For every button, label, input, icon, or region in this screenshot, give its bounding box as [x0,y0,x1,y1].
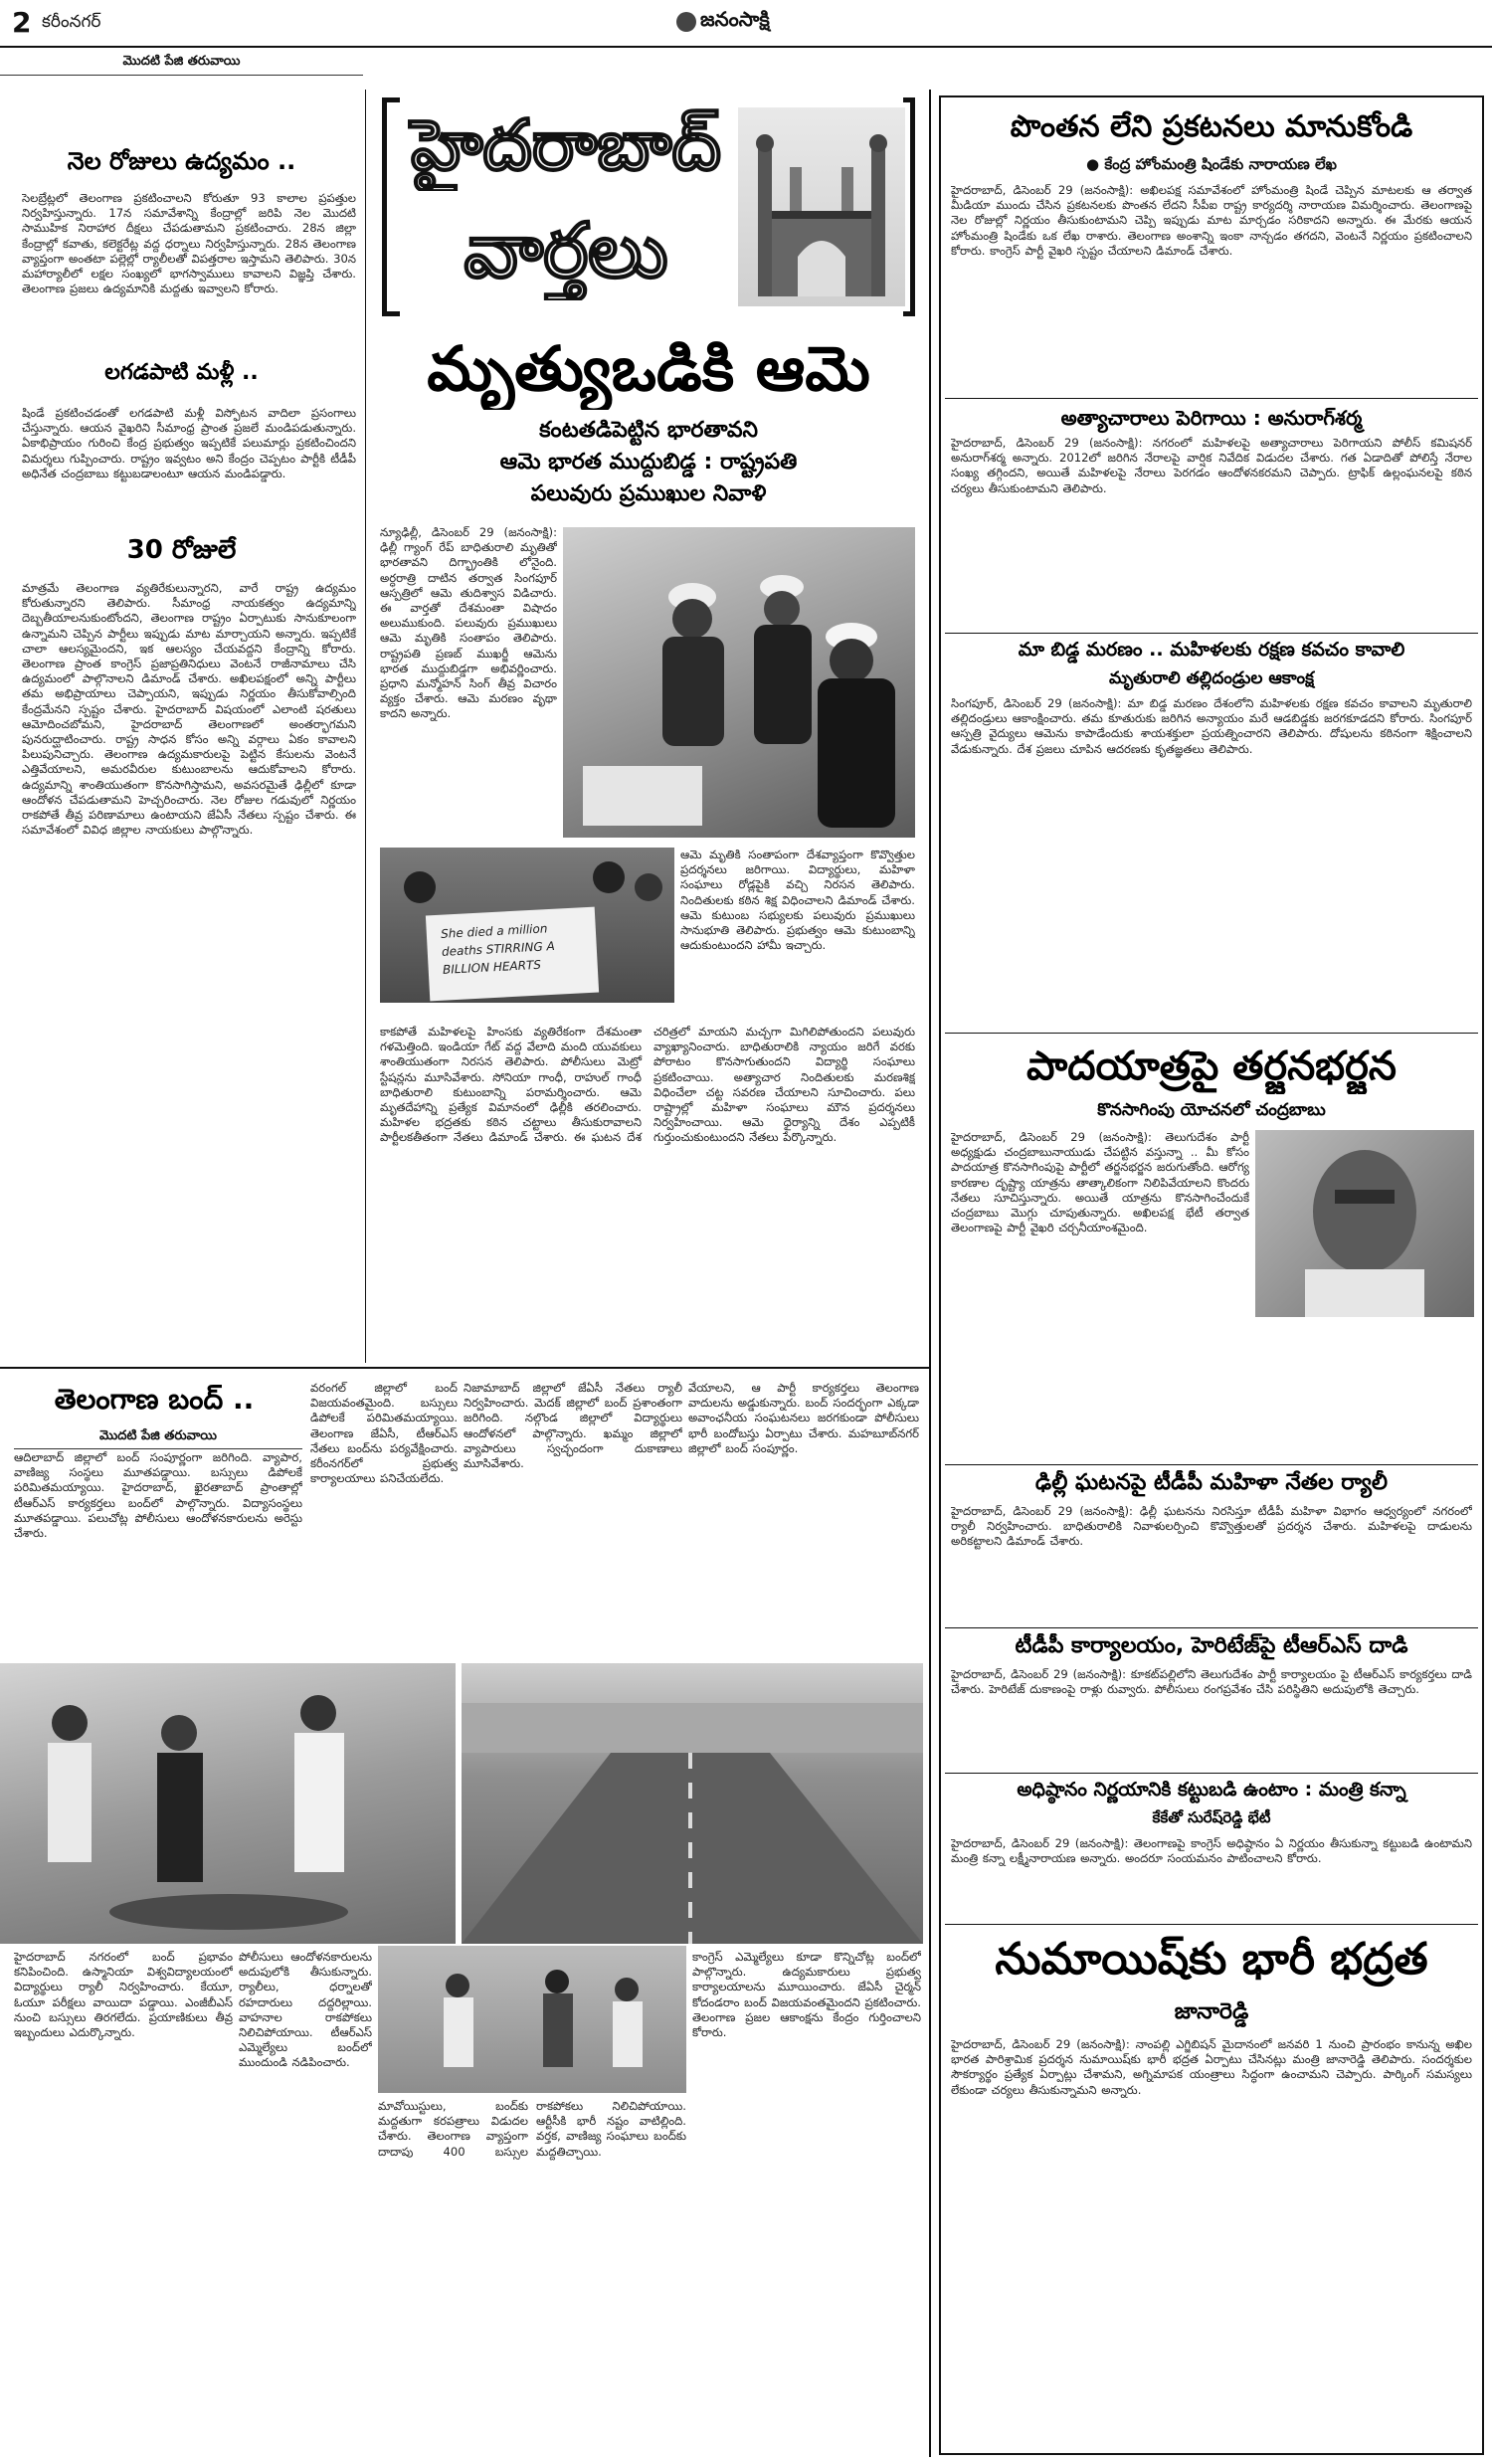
charminar-image [738,107,905,306]
story-tdp-rally-body: హైదరాబాద్, డిసెంబర్ 29 (జనంసాక్షి): ఢిల్లీ ఘటనను నిరసిస్తూ టీడీపీ మహిళా విభాగం ఆధ్వర్యంలో నగరంలో ర్యాలీ నిర్వహించారు. బాధితురాలికి నివాళులర్పించి కొవ్వొత్తులతో ప్రదర్శన చేశారు. మహిళలపై దాడులను అరికట్టాలని డిమాండ్ చేశారు. [951,1504,1472,1549]
right-rule-2 [945,633,1478,634]
story-numaish-body: హైదరాబాద్, డిసెంబర్ 29 (జనంసాక్షి): నాంపల్లి ఎగ్జిబిషన్ మైదానంలో జనవరి 1 నుంచి ప్రారంభం కానున్న అఖిల భారత పారిశ్రామిక ప్రదర్శన నుమాయిష్‌కు భారీ భద్రత ఏర్పాటు చేసినట్లు మంత్రి జానారెడ్డి తెలిపారు. సందర్శకుల సౌకర్యార్థం ప్రత్యేక ఏర్పాట్లు చేశామని, అగ్నిమాపక యంత్రాలు సిద్ధంగా ఉంచామని చెప్పారు. పార్కింగ్ సమస్యలు లేకుండా చర్యలు తీసుకున్నామని అన్నారు. [951,2037,1472,2097]
page-header [0,0,1492,46]
right-rule-7 [945,1924,1478,1925]
right-rule-3 [945,1033,1478,1034]
section-name: కరీంనగర్ [42,12,101,32]
main-story-body-a: న్యూఢిల్లీ, డిసెంబర్ 29 (జనంసాక్షి): ఢిల్లీ గ్యాంగ్ రేప్ బాధితురాలి మృతితో భారతావని దిగ్భ్రాంతికి లోనైంది. అర్ధరాత్రి దాటిన తర్వాత సింగపూర్ ఆస్పత్రిలో ఆమె తుదిశ్వాస విడిచారు. ఈ వార్తతో దేశమంతా విషాదం అలుముకుంది. పలువురు ప్రముఖులు ఆమె మృతికి సంతాపం తెలిపారు. రాష్ట్రపతి ప్రణబ్ ముఖర్జీ ఆమెను భారత ముద్దుబిడ్డగా అభివర్ణించారు. ప్రధాని మన్మోహన్ సింగ్ తీవ్ర విచారం వ్యక్తం చేశారు. ఆమె మరణం వృథా కాదని అన్నారు. [380,525,557,721]
chandrababu-photo [1255,1130,1474,1317]
bandh-body-4: వేయాలని, ఆ పార్టీ కార్యకర్తలు తెలంగాణ వాదులను అడ్డుకున్నారు. బంద్ సందర్భంగా ఎక్కడా అవాంఛనీయ సంఘటనలు జరగకుండా పోలీసులు భారీ బందోబస్తు ఏర్పాటు చేశారు. మహబూబ్‌నగర్ జిల్లాలో బంద్ సంపూర్ణం. [688,1381,919,1455]
story-kanna-body: హైదరాబాద్, డిసెంబర్ 29 (జనంసాక్షి): తెలంగాణపై కాంగ్రెస్ అధిష్ఠానం ఏ నిర్ణయం తీసుకున్నా కట్టుబడి ఉంటామని మంత్రి కన్నా లక్ష్మీనారాయణ అన్నారు. అందరూ సంయమనం పాటించాలని కోరారు. [951,1836,1472,1866]
portrait-icon [1255,1130,1474,1317]
protest-photo-women [380,848,674,1003]
story-lagadapati-title: లగడపాటి మళ్లీ .. [104,360,259,385]
charminar-icon [738,107,905,306]
empty-road-icon [462,1663,923,1944]
story-lagadapati-body: షిండే ప్రకటించడంతో లగడపాటి మళ్లీ విస్ఫోటన వాదిలా ప్రసంగాలు చేస్తున్నారు. ఆయన వైఖరిని సీమాంధ్ర ప్రాంత ప్రజలే మండిపడుతున్నారు. ఏకాభిప్రాయం గురించి కేంద్ర ప్రభుత్వం ఇప్పటికే పలుమార్లు ప్రకటించిందని విమర్శలు గుప్పించారు. రాష్ట్రం ఇవ్వటం అని కేంద్రం చెప్పటం పార్టీకి టీడీపీ అధినేత చంద్రబాబు కట్టుబడాలంటూ ఆయన మండిపడ్డారు. [22,406,356,480]
story-bandh-title: తెలంగాణ బంద్ .. [54,1383,255,1416]
bandh-photo-empty-road [462,1663,923,1944]
masthead-logo [668,5,778,35]
right-rule-4 [945,1464,1478,1465]
continued-label-text: మొదటి పేజి తరువాయి [122,54,241,69]
story-parents-body: సింగపూర్, డిసెంబర్ 29 (జనంసాక్షి): మా బిడ్డ మరణం దేశంలోని మహిళలకు రక్షణ కవచం కావాలని మృతురాలి తల్లిదండ్రులు ఆకాంక్షించారు. తమ కూతురుకు జరిగిన అన్యాయం మరే ఆడబిడ్డకు జరగకూడదని కోరారు. సింగపూర్ ఆస్పత్రి వైద్యులు ఆమెను కాపాడేందుకు శాయశక్తులా ప్రయత్నించారని తెలిపారు. దోషులను కఠినంగా శిక్షించాలని వేడుకున్నారు. దేశ ప్రజలు చూపిన ఆదరణకు కృతజ్ఞతలు తెలిపారు. [951,696,1472,756]
story-shinde-title: పొంతన లేని ప్రకటనలు మానుకోండి [1010,109,1413,144]
masthead-name: జనంసాక్షి [700,7,770,31]
center-right-rule [929,90,931,2457]
story-anuragsharma-title: అత్యాచారాలు పెరిగాయి : అనురాగ్‌శర్మ [1060,406,1363,430]
right-rule-1 [945,398,1478,399]
banner-title-line2: వార్తలు [464,206,668,294]
story-parents-subtitle: మృతురాలి తల్లిదండ్రుల ఆకాంక్ష [1109,668,1314,688]
bandh-body-6: పోలీసులు ఆందోళనకారులను అదుపులోకి తీసుకున్నారు. ర్యాలీలు, ధర్నాలతో రహదారులు దద్దరిల్లాయి. వాహనాల రాకపోకలు నిలిచిపోయాయి. టీఆర్‌ఎస్ ఎమ్మెల్యేలు బంద్‌లో ముందుండి నడిపించారు. [239,1950,372,2070]
story-padayatra-subtitle: కొనసాగింపు యోచనలో చంద్రబాబు [1097,1100,1326,1120]
bandh-continued-label-text: మొదటి పేజి తరువాయి [99,1428,217,1443]
story-kanna-title: అధిష్ఠానం నిర్ణయానికి కట్టుబడి ఉంటాం : మంత్రి కన్నా [1017,1779,1406,1801]
story-kanna-subtitle: కేకేతో సురేష్‌రెడ్డి భేటీ [1152,1808,1271,1826]
bandh-body-5: హైదరాబాద్ నగరంలో బంద్ ప్రభావం కనిపించింది. ఉస్మానియా విశ్వవిద్యాలయంలో విద్యార్థులు ర్యాలీ నిర్వహించారు. కేయూ, ఓయూ పరీక్షలు వాయిదా పడ్డాయి. ఎంజీబీఎస్ నుంచి బస్సులు తిరగలేదు. ప్రయాణికులు తీవ్ర ఇబ్బందులు ఎదుర్కొన్నారు. [14,1950,233,2040]
story-month-agitation-body: సెలబ్రేట్లలో తెలంగాణ ప్రకటించాలని కోరుతూ 93 కాలాల ప్రపత్తుల నిర్వహిస్తున్నారు. 17న సమావేశాన్ని కేంద్రాల్లో జరిపి నెల మొదటి సాముహిక నిరాహార దీక్షలు చేపడుతామని ప్రకటించారు. 28న జిల్లా కేంద్రాల్లో కవాతు, కలెక్టరేట్ల వద్ద ధర్నాలు నిర్వహిస్తున్నారు. 28న తెలంగాణ వ్యాప్తంగా అంతటా పల్లెల్లో ర్యాలీలతో విపత్తరాల ఇస్తామని తెలిపారు. 30న మహార్యాలీలో లక్షల సంఖ్యలో భాగస్వాములు కావాలని విజ్ఞప్తి చేశారు. తెలంగాణ ప్రజలు ఉద్యమానికి మద్దతు ఇవ్వాలని కోరారు. [22,191,356,296]
story-month-agitation-title: నెల రోజులు ఉద్యమం .. [67,147,296,175]
story-shinde-subtitle [945,155,1478,177]
protest-photo-men [563,527,915,838]
banner-bracket-left-icon [382,97,400,316]
story-parents-title: మా బిడ్డ మరణం .. మహిళలకు రక్షణ కవచం కావాలి [1018,639,1405,661]
hyderabad-news-banner [382,97,915,323]
story-30-days-body: మాత్రమే తెలంగాణ వ్యతిరేకులున్నారని, వారే రాష్ట్ర ఉద్యమం కోరుతున్నారని తెలిపారు. సీమాంధ్ర నాయకత్వం ఉద్యమాన్ని దెబ్బతీయాలనుకుంటోందని, తెలంగాణ రాష్ట్రం ఏర్పాటుకు సానుకూలంగా ఉన్నామని చెప్పిన పార్టీలు ఇప్పుడు మాట మార్చాయని అన్నారు. ఇప్పటికే చాలా ఆలస్యమైందని, ఇక ఆలస్యం చేయవద్దని కేంద్రాన్ని కోరారు. తెలంగాణ ప్రాంత కాంగ్రెస్ ప్రజాప్రతినిధులు వెంటనే రాజీనామాలు చేసి ఉద్యమంలో పాల్గొనాలని డిమాండ్ చేశారు. అఖిలపక్షంలో అన్ని పార్టీలు తమ అభిప్రాయాలు చెప్పాయని, ఇప్పుడు నిర్ణయం తీసుకోవాల్సింది కేంద్రమేనని స్పష్టం చేశారు. హైదరాబాద్ విషయంలో ఎలాంటి షరతులు ఆమోదించబోమని, హైదరాబాద్ తెలంగాణలో అంతర్భాగమని పునరుద్ఘాటించారు. రాష్ట్ర సాధన కోసం అన్ని వర్గాలు ఏకం కావాలని పిలుపునిచ్చారు. తెలంగాణ ఉద్యమకారులపై పెట్టిన కేసులను వెంటనే ఎత్తివేయాలని, అమరవీరుల కుటుంబాలను ఆదుకోవాలని కోరారు. ఉద్యమాన్ని శాంతియుతంగా కొనసాగిస్తామని, అవసరమైతే ఢిల్లీలో కూడా ఆందోళన చేపడుతామని హెచ్చరించారు. నెల రోజుల గడువులో నిర్ణయం రాకపోతే తీవ్ర పరిణామాలు ఉంటాయని జేఏసీ నేతలు స్పష్టం చేశారు. ఈ సమావేశంలో వివిధ జిల్లాల నాయకులు పాల్గొన్నారు. [22,581,356,838]
bullet-icon: ● [1086,155,1105,173]
page-number: 2 [12,6,32,39]
story-shinde-body: హైదరాబాద్, డిసెంబర్ 29 (జనంసాక్షి): అఖిలపక్ష సమావేశంలో హోంమంత్రి షిండే చెప్పిన మాటలకు ఆ తర్వాత మీడియా ముందు చేసిన ప్రకటనలకు పొంతన లేదని సీపీఐ రాష్ట్ర కార్యదర్శి నారాయణ విమర్శించారు. తెలంగాణపై నెల రోజుల్లో నిర్ణయం తీసుకుంటామని చెప్పి ఇప్పుడు మాట మార్చడం సరికాదని అన్నారు. ఈ మేరకు ఆయన హోంమంత్రి షిండేకు ఒక లేఖ రాశారు. తెలంగాణ అంశాన్ని ఇంకా నాన్చడం తగదని, వెంటనే నిర్ణయం ప్రకటించాలని కోరారు. కాంగ్రెస్ పార్టీ వైఖరి స్పష్టం చేయాలని డిమాండ్ చేశారు. [951,183,1472,258]
header-rule [0,46,1492,48]
story-anuragsharma-body: హైదరాబాద్, డిసెంబర్ 29 (జనంసాక్షి): నగరంలో మహిళలపై అత్యాచారాలు పెరిగాయని పోలీస్ కమిషనర్ అనురాగ్‌శర్మ అన్నారు. 2012లో జరిగిన నేరాలపై వార్షిక నివేదిక విడుదల చేశారు. గత ఏడాదితో పోలిస్తే నేరాల సంఖ్య తగ్గిందని, అయితే మహిళలపై నేరాలు పెరగడం ఆందోళనకరమని చెప్పారు. ట్రాఫిక్ ఉల్లంఘనలపై కఠిన చర్యలు తీసుకుంటామని తెలిపారు. [951,436,1472,495]
main-subhead-1: కంటతడిపెట్టిన భారతావని [539,418,758,443]
bandh-photo-arrest [378,1946,686,2093]
bandh-body-2: వరంగల్ జిల్లాలో బంద్ విజయవంతమైంది. బస్సులు డిపోలకే పరిమితమయ్యాయి. తెలంగాణ జేఏసీ, టీఆర్‌ఎస్ నేతలు బంద్‌ను పర్యవేక్షించారు. కరీంనగర్‌లో ప్రభుత్వ కార్యాలయాలు పనిచేయలేదు. [310,1381,458,1486]
bandh-body-7: మావోయిస్టులు, బంద్‌కు మద్దతుగా కరపత్రాలు విడుదల చేశారు. తెలంగాణ వ్యాప్తంగా దాదాపు 400 బస్సుల రాకపోకలు నిలిచిపోయాయి. ఆర్టీసీకి భారీ నష్టం వాటిల్లింది. వర్తక, వాణిజ్య సంఘాలు బంద్‌కు మద్దతిచ్చాయి. [378,2099,686,2159]
right-rule-5 [945,1627,1478,1628]
bottom-section-top-rule [0,1367,929,1369]
main-story-body-c: కాకపోతే మహిళలపై హింసకు వ్యతిరేకంగా దేశమంతా గళమెత్తింది. ఇండియా గేట్ వద్ద వేలాది మంది యువకులు శాంతియుతంగా నిరసన తెలిపారు. పోలీసులు మెట్రో స్టేషన్లను మూసివేశారు. సోనియా గాంధీ, రాహుల్ గాంధీ బాధితురాలి కుటుంబాన్ని పరామర్శించారు. ఆమె మృతదేహాన్ని ప్రత్యేక విమానంలో ఢిల్లీకి తరలించారు. మహిళల భద్రతకు కఠిన చట్టాలు తీసుకురావాలని పార్టీలకతీతంగా నేతలు డిమాండ్ చేశారు. ఈ ఘటన దేశ చరిత్రలో మాయని మచ్చగా మిగిలిపోతుందని పలువురు వ్యాఖ్యానించారు. బాధితురాలికి న్యాయం జరిగే వరకు పోరాటం కొనసాగుతుందని విద్యార్థి సంఘాలు ప్రకటించాయి. అత్యాచార నిందితులకు మరణశిక్ష విధించేలా చట్ట సవరణ చేయాలని సూచించారు. పలు రాష్ట్రాల్లో మహిళా సంఘాలు మౌన ప్రదర్శనలు నిర్వహించాయి. ఆమె ధైర్యాన్ని దేశం ఎప్పటికీ గుర్తుంచుకుంటుందని నేతలు పేర్కొన్నారు. [380,1025,915,1145]
story-numaish-subtitle: జానారెడ్డి [1174,1999,1249,2024]
main-headline: మృత్యుఒడికి ఆమె [427,332,870,405]
story-numaish-title: నుమాయిష్‌కు భారీ భద్రత [995,1934,1428,1985]
banner-title-line1: హైదరాబాద్ [411,104,721,186]
masthead-emblem-icon [676,12,696,32]
main-subhead-2: ఆమె భారత ముద్దుబిడ్డ : రాష్ట్రపతి [499,450,798,474]
story-tdp-rally-title: ఢిల్లీ ఘటనపై టీడీపీ మహిళా నేతల ర్యాలీ [1034,1470,1389,1495]
main-subhead-3: పలువురు ప్రముఖుల నివాళి [530,481,767,506]
right-rule-6 [945,1773,1478,1774]
story-padayatra-title: పాదయాత్రపై తర్జనభర్జన [1026,1043,1397,1089]
bandh-body-8: కాంగ్రెస్ ఎమ్మెల్యేలు కూడా కొన్నిచోట్ల బంద్‌లో పాల్గొన్నారు. ఉద్యమకారులు ప్రభుత్వ కార్యాలయాలను మూయించారు. జేఏసీ చైర్మన్ కోదండరాం బంద్ విజయవంతమైందని ప్రకటించారు. తెలంగాణ ప్రజల ఆకాంక్షను కేంద్రం గుర్తించాలని కోరారు. [692,1950,921,2040]
bandh-body-3: నిజామాబాద్ జిల్లాలో జేఏసీ నేతలు ర్యాలీ నిర్వహించారు. మెదక్ జిల్లాలో బంద్ ప్రశాంతంగా జరిగింది. నల్గొండ జిల్లాలో విద్యార్థులు ఆందోళనలో పాల్గొన్నారు. ఖమ్మం జిల్లాలో వ్యాపారులు స్వచ్ఛందంగా దుకాణాలు మూసివేశారు. [464,1381,682,1471]
protesters-icon [563,527,915,838]
story-trs-attack-body: హైదరాబాద్, డిసెంబర్ 29 (జనంసాక్షి): కూకట్‌పల్లిలోని తెలుగుదేశం పార్టీ కార్యాలయం పై టీఆర్‌ఎస్ కార్యకర్తలు దాడి చేశారు. హెరిటేజ్ దుకాణంపై రాళ్లు రువ్వారు. పోలీసులు రంగప్రవేశం చేసి పరిస్థితిని అదుపులోకి తెచ్చారు. [951,1667,1472,1697]
bandh-body-1: ఆదిలాబాద్ జిల్లాలో బంద్ సంపూర్ణంగా జరిగింది. వ్యాపార, వాణిజ్య సంస్థలు మూతపడ్డాయి. బస్సులు డిపోలకే పరిమితమయ్యాయి. హైదరాబాద్, ఖైరతాబాద్ ప్రాంతాల్లో టీఆర్‌ఎస్ కార్యకర్తలు బంద్‌లో పాల్గొన్నారు. విద్యాసంస్థలు మూతపడ్డాయి. పలుచోట్ల పోలీసులు ఆందోళనకారులను అరెస్టు చేశారు. [14,1450,302,1541]
story-padayatra-body-cont [951,1323,1472,1462]
col1-right-rule [365,90,366,1363]
banner-bracket-right-icon [903,97,915,316]
protest-placard-text: She died a million deaths STIRRING A BILLION HEARTS [440,921,556,977]
bandh-photo-effigy [0,1663,456,1944]
main-story-body-b: ఆమె మృతికి సంతాపంగా దేశవ్యాప్తంగా కొవ్వొత్తుల ప్రదర్శనలు జరిగాయి. విద్యార్థులు, మహిళా సంఘాలు రోడ్లపైకి వచ్చి నిరసన తెలిపారు. నిందితులకు కఠిన శిక్ష విధించాలని డిమాండ్ చేశారు. ఆమె కుటుంబ సభ్యులకు పలువురు ప్రముఖులు సానుభూతి తెలిపారు. ప్రభుత్వం ఆమె కుటుంబాన్ని ఆదుకుంటుందని హామీ ఇచ్చారు. [680,848,915,953]
story-shinde-subtitle-text: కేంద్ర హోంమంత్రి షిండేకు నారాయణ లేఖ [1104,155,1337,173]
police-arrest-icon [378,1946,686,2093]
continued-label [0,50,363,76]
story-padayatra-body: హైదరాబాద్, డిసెంబర్ 29 (జనంసాక్షి): తెలుగుదేశం పార్టీ అధ్యక్షుడు చంద్రబాబునాయుడు చేపట్టిన వస్తున్నా .. మీ కోసం పాదయాత్ర కొనసాగింపుపై పార్టీలో తర్జనభర్జన జరుగుతోంది. ఆరోగ్య కారణాల దృష్ట్యా యాత్రను తాత్కాలికంగా నిలిపివేయాలని కొందరు నేతలు సూచిస్తున్నారు. అయితే యాత్రను కొనసాగించేందుకే చంద్రబాబు మొగ్గు చూపుతున్నారు. అఖిలపక్ష భేటీ తర్వాత తెలంగాణపై పార్టీ వైఖరి చర్చనీయాంశమైంది. [951,1130,1249,1235]
story-30-days-title: 30 రోజులే [126,535,237,565]
burning-effigy-icon [0,1663,456,1944]
bandh-continued-label [14,1428,302,1449]
story-trs-attack-title: టీడీపీ కార్యాలయం, హెరిటేజ్‌పై టీఆర్‌ఎస్ దాడి [1015,1633,1408,1658]
